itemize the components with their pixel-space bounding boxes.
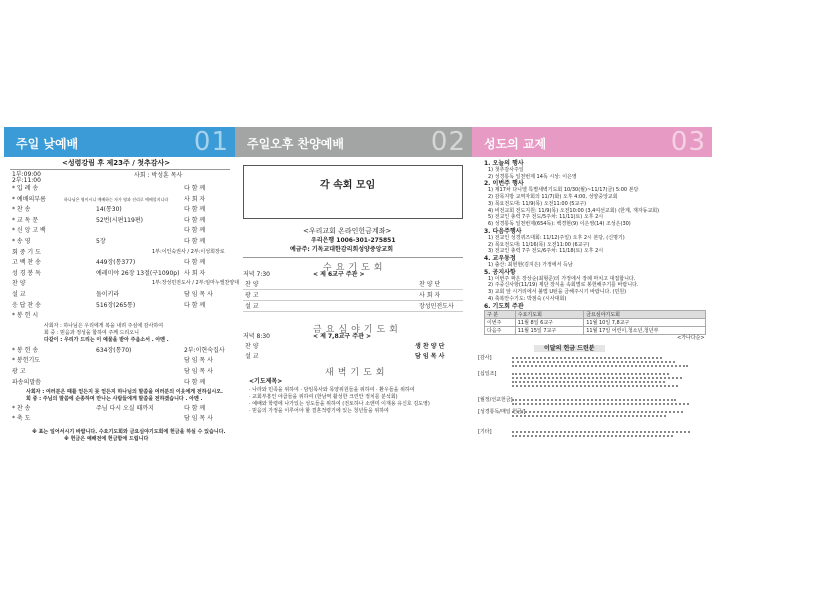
panel-number: 02	[430, 127, 466, 157]
wednesday-time: 저녁 7:30	[243, 271, 270, 278]
announcement-item: 1) 출산: 최현현(김지은) 가정에서 득남	[488, 262, 573, 268]
table-row	[485, 319, 706, 327]
item-content: 516장(265통)	[96, 301, 136, 309]
offering-response: 사회자 : 하나님은 우리에게 복을 내려 주심에 감사하여	[44, 322, 164, 329]
section-heading: 2. 이번주 행사	[484, 180, 524, 188]
item-content: 14(통30)	[96, 206, 122, 214]
item-name: 파송의말씀	[12, 378, 41, 386]
item-leader: 사 회 자	[184, 269, 206, 277]
item-leader: 1부:이인숙권사 / 2부:이성희장로	[152, 248, 225, 255]
prayer-topic: · 믿음의 가정을 이루어야 할 결혼적령기에 있는 청년들을 위하여	[249, 408, 389, 414]
item-name: * 송 영	[12, 238, 31, 245]
table-header: 금요심야기도회	[584, 311, 706, 319]
table-cell: 이번주	[485, 319, 516, 327]
sort-note: <가나다순>	[677, 335, 705, 341]
divider	[10, 169, 230, 170]
item-content: 돌이키라	[96, 291, 120, 298]
account-holder: 예금주: 기독교대한감리회성양중앙교회	[290, 246, 394, 253]
online-offering-title: <우리교회 온라인헌금계좌>	[303, 227, 392, 235]
sending-response: 사회자 : 여러분은 때를 얻든지 못 얻든지 하나님의 말씀을 여러분의 이웃에게 전하십시오.	[26, 389, 223, 396]
wednesday-leader: 찬 양 단	[419, 281, 441, 288]
name-list-line	[512, 431, 690, 433]
name-list-line	[512, 373, 669, 375]
item-name: 응 답 찬 송	[12, 301, 41, 309]
cell-meeting-box	[243, 165, 463, 219]
item-leader: 사 회 자	[184, 195, 206, 203]
name-list-line	[512, 361, 675, 363]
footer-note: ※ 표는 일어서시기 바랍니다. 수요기도회와 금요심야기도회에 헌금을 하실 수 있습니다.	[32, 429, 226, 436]
divider	[243, 300, 463, 301]
item-name: * 축 도	[12, 415, 31, 423]
friday-prayer-title: 금요심야기도회	[313, 325, 402, 335]
item-leader: 다 함 께	[184, 238, 206, 245]
item-name: 찬 양	[12, 280, 26, 288]
item-leader: 다 함 께	[184, 185, 206, 192]
offering-category: [월정/선교헌금]	[478, 397, 513, 403]
item-content: 예레미야 26장 13절(구1090p)	[96, 269, 180, 277]
panel-header	[472, 127, 712, 157]
table-cell: 11월 8일 6교구	[515, 319, 583, 327]
announcement-item: 5) 전교인 총력 7주 전도/5주차: 11/11(토) 오후 2시	[488, 214, 604, 221]
panel-afternoon-service	[235, 127, 472, 467]
offering-category: [감사]	[478, 355, 492, 361]
wednesday-item: 설 교	[245, 303, 259, 310]
friday-leader: 담 임 목 사	[415, 353, 445, 360]
offering-response: 회 중 : 믿음과 정성을 합하여 주께 드리오니	[44, 329, 139, 336]
offering-list-title: 이달의 헌금 드린분	[534, 345, 605, 352]
offering-category: [성경통독/매일 헌금/]	[478, 409, 526, 415]
item-name: 회 중 기 도	[12, 248, 41, 256]
section-heading: 4. 교우동정	[484, 255, 516, 263]
name-list-line	[512, 415, 666, 417]
item-content: 5장	[96, 238, 106, 245]
panel-sunday-service	[4, 127, 240, 467]
item-leader: 담 임 목 사	[184, 357, 213, 365]
name-list-line	[512, 403, 689, 405]
name-list-line	[512, 381, 665, 383]
item-name: * 예배의부름	[12, 195, 46, 203]
table-cell: 11월 17일 어린이,청소년,청년부	[584, 327, 706, 335]
prayer-topic: · 교회부흥인 야곱들을 위하여 (한남역 활성한 크린안 정치를 분석회)	[249, 394, 398, 400]
panel-fellowship	[472, 127, 712, 467]
item-name: 고 백 찬 송	[12, 259, 41, 267]
announcement-item: 2) 주중신사항(11/19) 제단 장식을 속회별로 봉헌해주기를 바랍니다.	[488, 282, 639, 289]
table-row	[485, 327, 706, 335]
section-heading: 1. 오늘의 행사	[484, 160, 524, 167]
announcement-item: 1) 첫추감사주일	[488, 166, 524, 173]
item-leader: 다 함 께	[184, 301, 206, 309]
item-name: * 찬 송	[12, 206, 31, 214]
panel-title: 성도의 교제	[484, 137, 547, 151]
item-content: 주님 다시 오실 때까지	[96, 405, 154, 413]
item-name: 설 교	[12, 291, 26, 298]
item-name: * 입 례 송	[12, 185, 39, 192]
announcement-item: 1) 이번주 짜은 장상순(최형준)의 가정에서 장례 마치고 대접합니다.	[488, 275, 636, 282]
friday-host: < 제 7,8교구 주관 >	[313, 333, 372, 340]
prayer-schedule-table	[484, 310, 706, 335]
wednesday-item: 광 고	[245, 292, 259, 299]
name-list-line	[512, 385, 678, 387]
cell-meeting-title: 각 속회 모임	[320, 180, 376, 191]
name-list-line	[512, 399, 676, 401]
prayer-topic: · 나라와 민족을 위하여 · 담임목사와 목양위원들을 위하여 · 환우들을 위하여	[249, 387, 415, 393]
item-name: * 봉 헌 송	[12, 346, 39, 354]
service-time: 1부:09:00	[12, 171, 41, 178]
panel-number: 03	[670, 127, 706, 157]
prayer-topic: · 예배와 학령에 나가있는 성도들을 위하여 (전토하나 소엔미 이재용 유신호 김도영)	[249, 401, 430, 407]
announcement-item: 4) 축복안수기도: 박점숙 (시사대회)	[488, 296, 567, 302]
item-leader: 다 함 께	[184, 405, 206, 413]
announcement-item: 3) 전교인 총력 7주 전도/6주차: 11/18(토) 오후 2시	[488, 248, 604, 255]
table-cell: 11월 10일 7,8교구	[584, 319, 706, 327]
item-leader: 담 임 목 사	[184, 368, 213, 375]
service-host: 사회 : 박성훈 목사	[134, 172, 183, 179]
section-heading: 5. 공지사항	[484, 268, 516, 276]
friday-item: 찬 양	[245, 343, 259, 350]
offering-category: [기타]	[478, 429, 492, 435]
announcement-item: 3) 목요전도대: 11/9(목) 오전11:00 (5교구)	[488, 200, 587, 207]
wednesday-host: < 제 6교구 주관 >	[313, 271, 365, 278]
announcement-item: 2) 성경통독 일천번제 14독 시상: 이은영	[488, 173, 577, 180]
panel-header	[235, 127, 472, 157]
item-name: * 봉헌기도	[12, 357, 41, 365]
item-leader: 다 함 께	[184, 216, 206, 224]
friday-item: 설 교	[245, 353, 259, 360]
dawn-prayer-title: 새벽기도회	[325, 368, 389, 378]
item-leader: 2부:이현숙집사	[184, 346, 225, 354]
service-time: 2부:11:00	[12, 177, 41, 184]
divider	[243, 257, 463, 258]
item-name: * 교 독 문	[12, 216, 39, 224]
item-leader: 다 함 께	[184, 378, 206, 386]
offering-response: 다같이 : 우리가 드리는 이 예물을 받아 주옵소서 . 아멘 .	[44, 336, 169, 343]
divider	[243, 311, 463, 312]
friday-time: 저녁 8:30	[243, 333, 270, 340]
service-subtitle: <성령강림 후 제23주 / 첫추감사>	[62, 159, 171, 167]
friday-leader: 생 찬 양 단	[415, 343, 445, 350]
item-name: 성 경 봉 독	[12, 269, 41, 277]
section-heading: 6. 기도회 주관	[484, 302, 524, 310]
item-leader: 다 함 께	[184, 206, 206, 214]
table-header: 구 분	[485, 311, 516, 319]
item-name: * 신 앙 고 백	[12, 227, 46, 235]
table-cell: 11월 15일 7교구	[515, 327, 583, 335]
name-list-line	[512, 365, 688, 367]
panel-number: 01	[193, 127, 229, 157]
announcement-item: 2) 감목지방 교역자회의 11/7(화) 오후 4:00, 성양중앙교회	[488, 194, 618, 200]
name-list-line	[512, 357, 662, 359]
announcement-item: 1) 전교인 성경퀴즈대회: 11/12(주일) 오후 2시 본당, (신명기)	[488, 234, 625, 241]
item-leader: 담 임 목 사	[184, 291, 213, 298]
sending-response: 회 중 : 주님의 말씀에 순종하며 만나는 사람들에게 말씀을 전하겠습니다 . 아멘 .	[26, 396, 203, 403]
panel-header	[4, 127, 235, 157]
item-leader: 담 임 목 사	[184, 415, 213, 423]
item-content: 52번(시편119편)	[96, 216, 143, 224]
item-name: * 찬 송	[12, 405, 31, 413]
section-heading: 3. 다음주행사	[484, 228, 522, 235]
item-name: 광 고	[12, 368, 26, 375]
item-leader: 다 함 께	[184, 259, 206, 267]
divider	[243, 289, 463, 290]
item-leader: 1부:장성민전도사 / 2부:임마누엘찬양대	[152, 280, 240, 287]
table-cell: 다음주	[485, 327, 516, 335]
announcement-item: 2) 목요전도대: 11/16(목) 오전11:00 (6교구)	[488, 241, 590, 248]
announcement-item: 3) 교회 앞 시거리에서 불법 U턴을 금해주시기 바랍니다. (민원)	[488, 289, 627, 296]
item-leader: 다 함 께	[184, 227, 206, 235]
table-header: 수요기도회	[515, 311, 583, 319]
announcement-item: 1) 제17차 다니엘 특별새벽기도회 10/30(월)~11/17(금) 5:00 본당	[488, 187, 639, 194]
announcement-item: 6) 성경통독 일천번제(654독): 백경현(9) 이은영(14) 조성은(30)	[488, 221, 631, 228]
offering-category: [십일조]	[478, 371, 497, 377]
footer-note: ※ 헌금은 예배전에 헌금함에 드립니다	[64, 436, 149, 443]
wednesday-item: 찬 양	[245, 281, 259, 288]
prayer-topics-title: <기도제목>	[249, 378, 283, 385]
name-list-line	[512, 411, 683, 413]
name-list-line	[512, 377, 682, 379]
item-name: * 봉 헌 시	[12, 312, 39, 320]
item-content: 449장(통377)	[96, 259, 136, 267]
bank-account: 우리은행 1006-301-275851	[311, 237, 396, 244]
name-list-line	[512, 435, 673, 437]
item-content: 하나님은 영이시니 예배하는 자가 영과 진리로 예배할지니라	[64, 196, 169, 202]
panel-title: 주일오후 찬양예배	[247, 137, 344, 151]
announcement-item: 4) 비전교회 전도지원: 11/9(목) 오전10:00 (3,4여선교회) (한계, 재자동교회)	[488, 207, 660, 214]
wednesday-leader: 사 회 자	[419, 292, 441, 299]
wednesday-leader: 장성민전도사	[419, 303, 454, 310]
wednesday-prayer-title: 수요기도회	[323, 263, 387, 273]
panel-title: 주일 낮예배	[16, 137, 79, 151]
item-content: 634장(통70)	[96, 346, 132, 354]
